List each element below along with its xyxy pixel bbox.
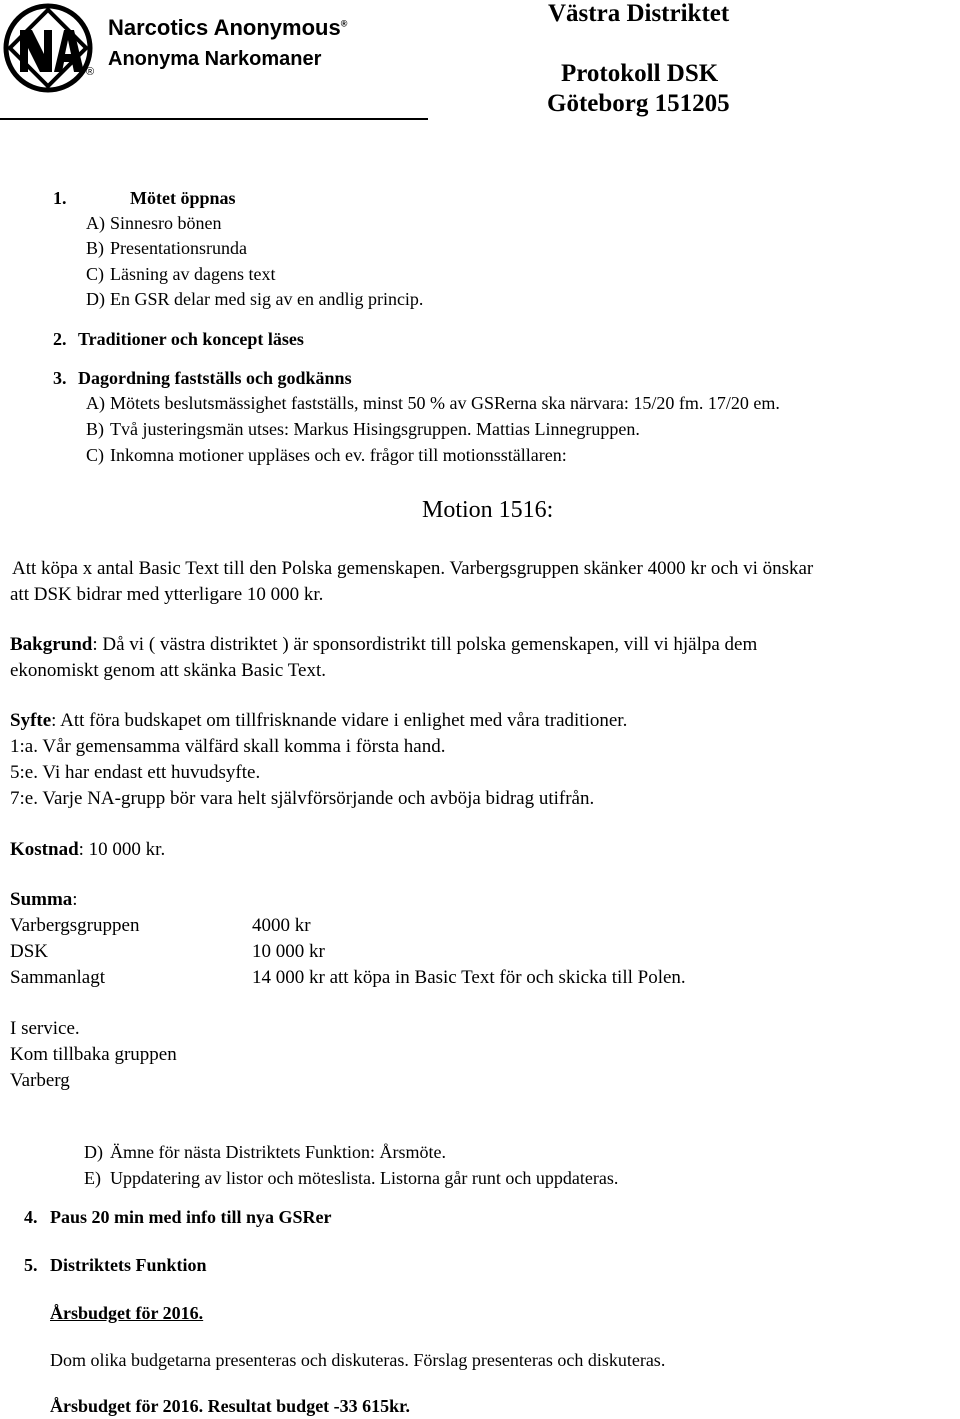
summa-row-name: DSK	[10, 941, 49, 962]
list-item: A) Sinnesro bönen	[86, 213, 222, 233]
motion-intro-line-1: Att köpa x antal Basic Text till den Polska gemenskapen. Varbergsgruppen skänker 4000 kr och vi önskar	[12, 558, 814, 579]
section-2-heading: 2. Traditioner och koncept läses	[53, 329, 304, 349]
section-4-heading: 4. Paus 20 min med info till nya GSRer	[24, 1207, 332, 1227]
summa-row-amount: 14 000 kr att köpa in Basic Text för och skicka till Polen.	[252, 967, 686, 988]
section-3-heading: 3. Dagordning fastställs och godkänns	[53, 368, 352, 388]
brand-name-swedish: Anonyma Narkomaner	[108, 48, 322, 70]
protocol-title: Protokoll DSK	[561, 60, 719, 87]
bakgrund-line-1: Bakgrund: Då vi ( västra distriktet ) är sponsordistrikt till polska gemenskapen, vill vi hjälpa dem	[10, 634, 758, 655]
logo-registered-mark: ®	[86, 66, 95, 78]
bakgrund-line-2: ekonomiskt genom att skänka Basic Text.	[10, 660, 326, 681]
syfte-label: Syfte	[10, 710, 52, 731]
budget-text: Dom olika budgetarna presenteras och diskuteras. Förslag presenteras och diskuteras.	[50, 1350, 666, 1370]
tradition-line: 7:e. Varje NA-grupp bör vara helt självförsörjande och avböja bidrag utifrån.	[10, 788, 595, 809]
budget-heading: Årsbudget för 2016.	[50, 1303, 204, 1323]
tradition-line: 5:e. Vi har endast ett huvudsyfte.	[10, 762, 261, 783]
syfte-line: Syfte: Att föra budskapet om tillfrisknande vidare i enlighet med våra traditioner.	[10, 710, 628, 731]
summa-row-amount: 4000 kr	[252, 915, 311, 936]
district-title: Västra Distriktet	[548, 0, 730, 27]
list-item: C) Inkomna motioner uppläses och ev. frågor till motionsställaren:	[86, 445, 567, 465]
list-item: A) Mötets beslutsmässighet fastställs, minst 50 % av GSRerna ska närvara: 15/20 fm. 17/20 em.	[86, 393, 780, 413]
summa-row-name: Varbergsgruppen	[10, 915, 140, 936]
section-5-heading: 5. Distriktets Funktion	[24, 1255, 207, 1275]
na-logo-icon	[2, 2, 98, 98]
motion-title: Motion 1516:	[422, 497, 554, 523]
registered-mark: ®	[340, 18, 348, 29]
place-date-title: Göteborg 151205	[547, 90, 730, 117]
summa-row-amount: 10 000 kr	[252, 941, 325, 962]
logo	[2, 2, 98, 98]
summa-row-name: Sammanlagt	[10, 967, 105, 988]
list-item: E) Uppdatering av listor och möteslista. Listorna går runt och uppdateras.	[84, 1168, 619, 1188]
list-item: B) Presentationsrunda	[86, 238, 247, 258]
closing-line: Varberg	[10, 1070, 70, 1091]
budget-result: Årsbudget för 2016. Resultat budget -33 615kr.	[50, 1396, 411, 1416]
section-1-title: Mötet öppnas	[130, 188, 236, 208]
list-item: C) Läsning av dagens text	[86, 264, 276, 284]
bakgrund-label: Bakgrund	[10, 634, 93, 655]
header-divider	[0, 118, 428, 120]
kostnad-label: Kostnad	[10, 839, 79, 860]
list-item: D) En GSR delar med sig av en andlig princip.	[86, 289, 424, 309]
list-item: B) Två justeringsmän utses: Markus Hisingsgruppen. Mattias Linnegruppen.	[86, 419, 640, 439]
list-item: D) Ämne för nästa Distriktets Funktion: Årsmöte.	[84, 1142, 446, 1162]
closing-line: I service.	[10, 1018, 80, 1039]
summa-label: Summa	[10, 889, 73, 910]
tradition-line: 1:a. Vår gemensamma välfärd skall komma i första hand.	[10, 736, 446, 757]
closing-line: Kom tillbaka gruppen	[10, 1044, 177, 1065]
kostnad-line: Kostnad: 10 000 kr.	[10, 839, 166, 860]
motion-intro-line-2: att DSK bidrar med ytterligare 10 000 kr.	[10, 584, 324, 605]
summa-heading: Summa:	[10, 889, 78, 910]
section-1-number: 1.	[53, 188, 67, 208]
brand-name-english: Narcotics Anonymous®	[108, 15, 348, 40]
